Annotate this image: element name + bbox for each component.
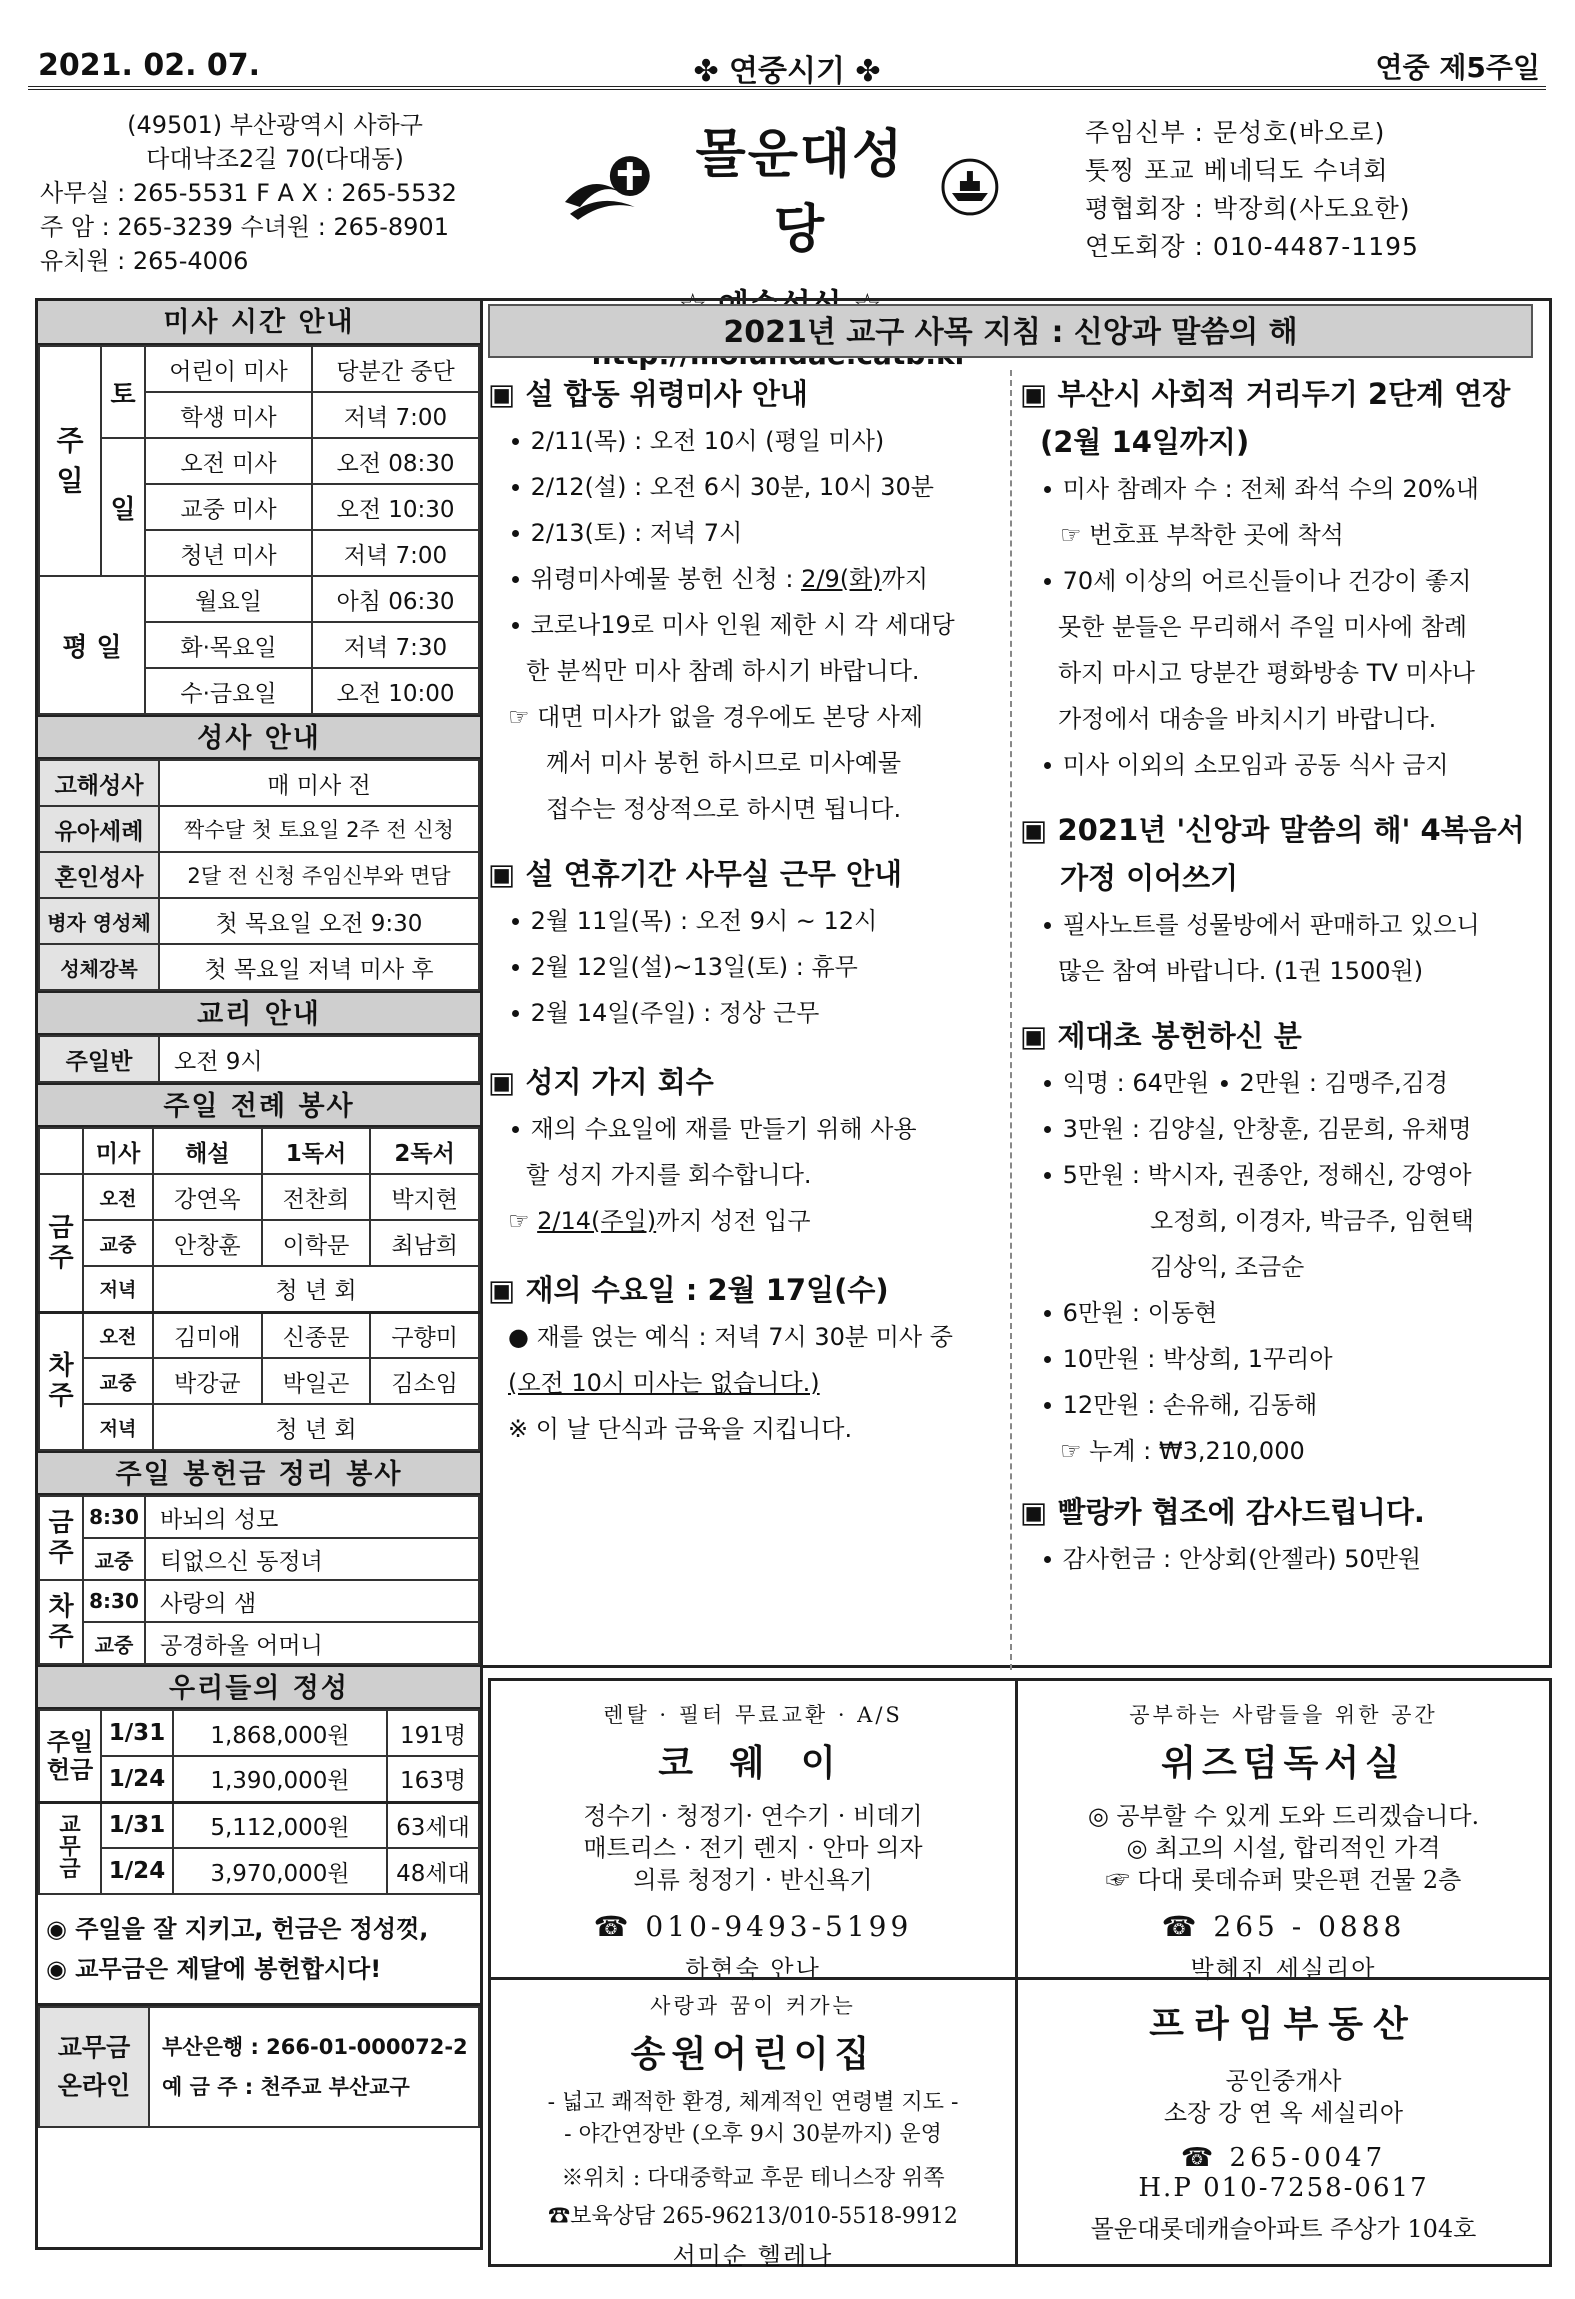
notice-line: 많은 참여 바랍니다. (1권 1500원) (1058, 957, 1424, 985)
second-reader: 박지현 (370, 1174, 479, 1220)
column-header: 해설 (153, 1128, 262, 1174)
notice-line: ∙ 12만원 : 손유해, 김동해 (1040, 1391, 1318, 1419)
sacrament-name: 혼인성사 (39, 852, 159, 898)
sacrament-name: 성체강복 (39, 944, 159, 990)
online-payment-table (38, 2006, 480, 2128)
legion-group: 바뇌의 성모 (145, 1496, 479, 1538)
mass-time: 아침 06:30 (312, 576, 479, 622)
offering-count: 191명 (387, 1710, 479, 1756)
liturgy-heading: 주일 전례 봉사 (38, 1083, 480, 1127)
church-logo-icon (560, 152, 660, 222)
ad-mobile: H.P 010-7258-0617 (1138, 2173, 1429, 2203)
church-name: 몰운대성당 (695, 125, 905, 260)
notice-line: ∙ 익명 : 64만원 ∙ 2만원 : 김맹주,김경 (1040, 1069, 1449, 1097)
ad-tagline: 공부하는 사람들을 위한 공간 (1129, 1703, 1438, 1727)
ad-coway (488, 1678, 1018, 1983)
second-reader: 구향미 (370, 1312, 479, 1358)
ad-line: ◎ 공부할 수 있게 도와 드리겠습니다. (1087, 1802, 1480, 1830)
mass-slot: 교중 (83, 1220, 153, 1266)
offering-count: 48세대 (387, 1848, 479, 1894)
notice-line: ∙ 2월 14일(주일) : 정상 근무 (508, 999, 820, 1027)
commentator: 김미애 (153, 1312, 262, 1358)
notice-line: 할 성지 가지를 회수합니다. (526, 1161, 812, 1189)
legion-group: 공경하올 어머니 (145, 1622, 479, 1664)
notice-line: (오전 10시 미사는 없습니다.) (508, 1369, 820, 1397)
youth-group-service: 청 년 회 (153, 1266, 479, 1312)
notice-line: 김상익, 조금순 (1150, 1253, 1305, 1281)
account-holder: 예 금 주 : 천주교 부산교구 (162, 2075, 410, 2099)
sacrament-table (38, 759, 480, 991)
left-sidebar (35, 298, 483, 2250)
this-week-label: 금 주 (39, 1496, 83, 1580)
mass-slot: 8:30 (83, 1580, 145, 1622)
offering-service-table (38, 1495, 480, 1665)
weekday-label: 평 일 (39, 576, 145, 714)
notice-line: ∙ 2월 12일(설)~13일(토) : 휴무 (508, 953, 858, 981)
notice-line: 접수는 정상적으로 하시면 됩니다. (546, 795, 902, 823)
notice-line: 못한 분들은 무리해서 주일 미사에 참례 (1058, 613, 1468, 641)
commentator: 안창훈 (153, 1220, 262, 1266)
parish-dues-label: 교 무 금 (39, 1802, 101, 1894)
notice-heading: ▣ 부산시 사회적 거리두기 2단계 연장 (1020, 377, 1511, 411)
ad-tagline: 렌탈 · 필터 무료교환 · A/S (603, 1703, 903, 1727)
ad-line: 의류 청정기 · 반신욕기 (633, 1866, 873, 1894)
church-contact (40, 108, 560, 278)
next-week-label: 차 주 (39, 1312, 83, 1450)
council-president: 평협회장 : 박장희(사도요한) (1085, 194, 1411, 223)
notice-line: ∙ 재의 수요일에 재를 만들기 위해 사용 (508, 1115, 917, 1143)
rectory-phone: 주 암 : 265-3239 수녀원 : 265-8901 (40, 213, 449, 241)
address-line-1: (49501) 부산광역시 사하구 (127, 111, 423, 139)
sacrament-info: 2달 전 신청 주임신부와 면담 (159, 852, 479, 898)
notice-line: ∙ 5만원 : 박시자, 권종안, 정해신, 강영아 (1040, 1161, 1472, 1189)
offering-note-1: ◉ 주일을 잘 지키고, 헌금은 정성껏, (46, 1915, 429, 1943)
column-header: 2독서 (370, 1128, 479, 1174)
notices-right-column (1020, 370, 1540, 1582)
mass-name: 학생 미사 (145, 392, 312, 438)
legion-group: 티없으신 동정녀 (145, 1538, 479, 1580)
ad-phone: ☎ 265-0047 (1180, 2143, 1387, 2173)
catechism-time: 오전 9시 (159, 1036, 479, 1082)
second-reader: 최남희 (370, 1220, 479, 1266)
this-week-label: 금 주 (39, 1174, 83, 1312)
notice-heading: ▣ 제대초 봉헌하신 분 (1020, 1019, 1302, 1053)
notice-line: ∙ 6만원 : 이동현 (1040, 1299, 1218, 1327)
kindergarten-phone: 유치원 : 265-4006 (40, 247, 249, 275)
notice-line: ● 재를 얹는 예식 : 저녁 7시 30분 미사 중 (508, 1323, 953, 1351)
notice-line: 오정희, 이경자, 박금주, 임현택 (1150, 1207, 1474, 1235)
offering-note-2: ◉ 교무금은 제달에 봉헌합시다! (46, 1955, 382, 1983)
first-reader: 신종문 (262, 1312, 371, 1358)
ad-contact: 박혜진 세실리아 (1190, 1955, 1377, 1983)
mass-time: 당분간 중단 (312, 346, 479, 392)
ad-prime-realty (1015, 1977, 1552, 2267)
notice-line: 하지 마시고 당분간 평화방송 TV 미사나 (1058, 659, 1475, 687)
mass-slot: 교중 (83, 1358, 153, 1404)
notice-line: ∙ 10만원 : 박상희, 1꾸리아 (1040, 1345, 1333, 1373)
bulletin-date: 2021. 02. 07. (38, 48, 261, 83)
ad-name: 프라임부동산 (1149, 2003, 1418, 2045)
notice-line: 께서 미사 봉헌 하시므로 미사예물 (546, 749, 902, 777)
notice-line: 한 분씩만 미사 참례 하시기 바랍니다. (526, 657, 920, 685)
mass-slot: 교중 (83, 1538, 145, 1580)
notice-heading: ▣ 설 연휴기간 사무실 근무 안내 (488, 857, 903, 891)
commentator: 강연옥 (153, 1174, 262, 1220)
column-header: 미사 (83, 1128, 153, 1174)
sacrament-name: 유아세례 (39, 806, 159, 852)
notice-line: ∙ 2/11(목) : 오전 10시 (평일 미사) (508, 427, 885, 455)
ship-emblem-icon (940, 157, 1000, 217)
notice-line: ∙ 3만원 : 김양실, 안창훈, 김문희, 유채명 (1040, 1115, 1472, 1143)
sunday-label: 주 일 (39, 346, 101, 576)
notice-line: ∙ 코로나19로 미사 인원 제한 시 각 세대당 (508, 611, 955, 639)
ad-phone: ☎ 265 - 0888 (1161, 1910, 1406, 1943)
bank-account: 부산은행 : 266-01-000072-2 (162, 2035, 468, 2059)
sacrament-heading: 성사 안내 (38, 715, 480, 759)
column-divider (1010, 370, 1012, 1670)
mass-slot: 오전 (83, 1312, 153, 1358)
mass-time: 오전 10:00 (312, 668, 479, 714)
catechism-heading: 교리 안내 (38, 991, 480, 1035)
catechism-class: 주일반 (39, 1036, 159, 1082)
liturgical-season: ✤ 연중시기 ✤ (693, 54, 881, 89)
ad-phone: ☎ 010-9493-5199 (593, 1910, 913, 1943)
mass-slot: 교중 (83, 1622, 145, 1664)
notice-line: ☞ 2/14(주일)까지 성전 입구 (508, 1207, 811, 1235)
next-week-label: 차 주 (39, 1580, 83, 1664)
first-reader: 박일곤 (262, 1358, 371, 1404)
ad-contact: 하현숙 안나 (685, 1955, 821, 1983)
top-bar (28, 40, 1546, 90)
ad-name: 위즈덤독서실 (1161, 1742, 1406, 1784)
mass-name: 수·금요일 (145, 668, 312, 714)
mass-slot: 저녁 (83, 1266, 153, 1312)
notice-heading: (2월 14일까지) (1040, 425, 1250, 459)
mass-name: 청년 미사 (145, 530, 312, 576)
ad-name: 코 웨 이 (658, 1742, 848, 1784)
offerings-heading: 우리들의 정성 (38, 1665, 480, 1709)
commentator: 박강균 (153, 1358, 262, 1404)
sacrament-info: 첫 목요일 오전 9:30 (159, 898, 479, 944)
sacrament-info: 매 미사 전 (159, 760, 479, 806)
notice-heading: ▣ 빨랑카 협조에 감사드립니다. (1020, 1495, 1425, 1529)
notice-heading: ▣ 2021년 '신앙과 말씀의 해' 4복음서 (1020, 813, 1525, 847)
mass-slot: 8:30 (83, 1496, 145, 1538)
notice-line: ※ 이 날 단식과 금육을 지킵니다. (508, 1415, 853, 1443)
mass-name: 월요일 (145, 576, 312, 622)
mass-times-heading: 미사 시간 안내 (38, 301, 480, 345)
notices-left-column (488, 370, 998, 1452)
mass-name: 오전 미사 (145, 438, 312, 484)
ad-line: 소장 강 연 옥 세실리아 (1163, 2099, 1404, 2127)
notice-line: ∙ 미사 참례자 수 : 전체 좌석 수의 20%내 (1040, 475, 1479, 503)
sacrament-info: 짝수달 첫 토요일 2주 전 신청 (159, 806, 479, 852)
notice-heading: ▣ 성지 가지 회수 (488, 1065, 714, 1099)
mass-name: 어린이 미사 (145, 346, 312, 392)
notice-line: ☞ 대면 미사가 없을 경우에도 본당 사제 (508, 703, 924, 731)
sacrament-name: 고해성사 (39, 760, 159, 806)
notice-line: 가정에서 대송을 바치시기 바랍니다. (1058, 705, 1437, 733)
ad-line: 공인중개사 (1225, 2067, 1342, 2095)
notice-line: ∙ 2/13(토) : 저녁 7시 (508, 519, 743, 547)
sunday-collection-label: 주일 헌금 (39, 1710, 101, 1802)
notice-line: ∙ 2월 11일(목) : 오전 9시 ~ 12시 (508, 907, 878, 935)
mass-slot: 오전 (83, 1174, 153, 1220)
first-reader: 전찬희 (262, 1174, 371, 1220)
saturday-label: 토 (101, 346, 145, 438)
notice-line: ∙ 감사헌금 : 안상회(안젤라) 50만원 (1040, 1545, 1422, 1573)
offering-amount: 3,970,000원 (173, 1848, 387, 1894)
ad-wisdom-study (1015, 1678, 1552, 1983)
offering-amount: 1,390,000원 (173, 1756, 387, 1802)
first-reader: 이학문 (262, 1220, 371, 1266)
ad-line: - 야간연장반 (오후 9시 30분까지) 운영 (564, 2122, 942, 2147)
mass-time: 오전 10:30 (312, 484, 479, 530)
sacrament-info: 첫 목요일 저녁 미사 후 (159, 944, 479, 990)
ad-tagline: 사랑과 꿈이 커가는 (650, 1994, 856, 2018)
ad-line: ☞ 다대 롯데슈퍼 맞은편 건물 2층 (1105, 1866, 1462, 1894)
notice-heading: ▣ 설 합동 위령미사 안내 (488, 377, 808, 411)
legion-group: 사랑의 샘 (145, 1580, 479, 1622)
pastor-name: 주임신부 : 문성호(바오로) (1085, 118, 1386, 147)
liturgical-week: 연중 제5주일 (1375, 51, 1540, 84)
ad-line: 정수기 · 청정기· 연수기 · 비데기 (583, 1802, 923, 1830)
ad-line: 매트리스 · 전기 렌지 · 안마 의자 (583, 1834, 923, 1862)
offerings-table (38, 1709, 480, 1895)
notice-line: ∙ 2/12(설) : 오전 6시 30분, 10시 30분 (508, 473, 934, 501)
notice-line: ∙ 미사 이외의 소모임과 공동 식사 금지 (1040, 751, 1449, 779)
notice-heading: ▣ 재의 수요일 : 2월 17일(수) (488, 1273, 889, 1307)
notice-line: ☞ 번호표 부착한 곳에 착석 (1060, 521, 1344, 549)
notice-line: ∙ 70세 이상의 어르신들이나 건강이 좋지 (1040, 567, 1472, 595)
pastoral-theme-banner: 2021년 교구 사목 지침 : 신앙과 말씀의 해 (488, 304, 1533, 358)
mass-time: 오전 08:30 (312, 438, 479, 484)
offering-date: 1/31 (101, 1802, 173, 1848)
liturgy-table (38, 1127, 480, 1451)
notice-line: ∙ 위령미사예물 봉헌 신청 : 2/9(화)까지 (508, 565, 929, 593)
parish-staff (1085, 114, 1555, 266)
address-line-2: 다대낙조2길 70(다대동) (146, 145, 404, 173)
column-header: 1독서 (262, 1128, 371, 1174)
offering-service-heading: 주일 봉헌금 정리 봉사 (38, 1451, 480, 1495)
sunday-day-label: 일 (101, 438, 145, 576)
sisters-order: 툿찡 포교 베네딕도 수녀회 (1085, 156, 1389, 185)
ad-line: ◎ 최고의 시설, 합리적인 가격 (1126, 1834, 1441, 1862)
ad-address: 몰운대롯데캐슬아파트 주상가 104호 (1090, 2215, 1477, 2243)
offering-count: 163명 (387, 1756, 479, 1802)
mass-name: 화·목요일 (145, 622, 312, 668)
ad-phone: ☎보육상담 265-96213/010-5518-9912 (548, 2204, 958, 2229)
catechism-table (38, 1035, 480, 1083)
mass-time: 저녁 7:30 (312, 622, 479, 668)
notice-heading: 가정 이어쓰기 (1060, 861, 1239, 895)
ad-line: - 넓고 쾌적한 환경, 체계적인 연령별 지도 - (547, 2090, 959, 2115)
ad-line: ※위치 : 다대중학교 후문 테니스장 위쪽 (561, 2166, 945, 2191)
offering-date: 1/24 (101, 1756, 173, 1802)
offering-amount: 1,868,000원 (173, 1710, 387, 1756)
mass-slot: 저녁 (83, 1404, 153, 1450)
offering-date: 1/31 (101, 1710, 173, 1756)
ad-songwon-daycare (488, 1977, 1018, 2270)
ad-contact: 서미순 헬레나 (672, 2242, 834, 2270)
notice-line: ∙ 필사노트를 성물방에서 판매하고 있으니 (1040, 911, 1480, 939)
online-payment-label: 교무금 온라인 (39, 2007, 149, 2127)
sacrament-name: 병자 영성체 (39, 898, 159, 944)
notice-line: ☞ 누계 : ₩3,210,000 (1060, 1437, 1305, 1465)
second-reader: 김소임 (370, 1358, 479, 1404)
office-phone: 사무실 : 265-5531 F A X : 265-5532 (40, 179, 457, 207)
youth-president: 연도회장 : 010-4487-1195 (1085, 232, 1419, 261)
offering-count: 63세대 (387, 1802, 479, 1848)
ad-name: 송원어린이집 (630, 2033, 876, 2075)
offering-date: 1/24 (101, 1848, 173, 1894)
mass-times-table (38, 345, 480, 715)
youth-group-service: 청 년 회 (153, 1404, 479, 1450)
offering-amount: 5,112,000원 (173, 1802, 387, 1848)
mass-time: 저녁 7:00 (312, 530, 479, 576)
mass-name: 교중 미사 (145, 484, 312, 530)
mass-time: 저녁 7:00 (312, 392, 479, 438)
